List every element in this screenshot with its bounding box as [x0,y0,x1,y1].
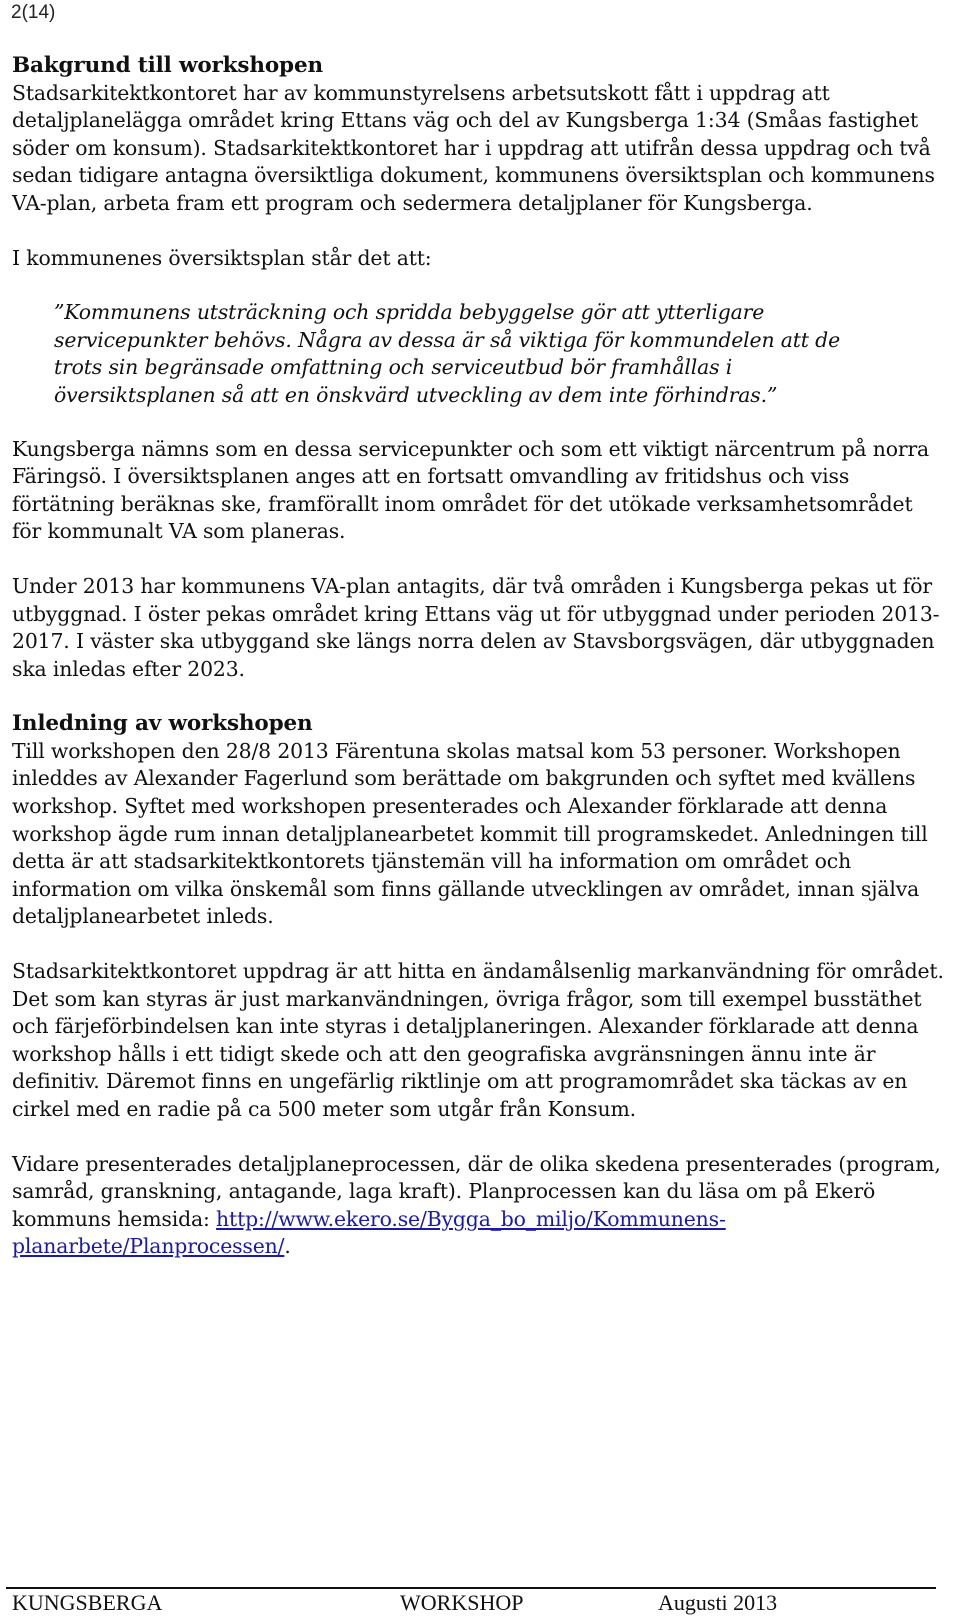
paragraph-introduction-1: Till workshopen den 28/8 2013 Färentuna skolas matsal kom 53 personer. Workshopen inleddes av Alexander Fagerlund som berättade om bakgrunden och syftet med kvällens workshop. Syftet med workshopen presenterades och Alexander förklarade att denna workshop ägde rum innan detaljplanearbetet kommit till programskedet. Anledningen till detta är att stadsarkitektkontorets tjänstemän vill ha information om området och information om vilka önskemål som finns gällande utvecklingen av området, innan själva detaljplanearbetet inleds. [12,738,928,929]
paragraph-introduction-3-end: . [284,1234,291,1259]
section-background [12,52,944,218]
paragraph-background-4: Under 2013 har kommunens VA-plan antagits, där två områden i Kungsberga pekas ut för utbyggnad. I öster pekas området kring Ettans väg ut för utbyggnad under perioden 2013-2017. I väster ska utbyggand ske längs norra delen av Stavsborgsvägen, där utbyggnaden ska inledas efter 2023. [12,573,940,681]
document-body [12,52,944,1288]
quote-oversiktsplan: ”Kommunens utsträckning och spridda bebyggelse gör att ytterligare servicepunkter behövs. Några av dessa är så viktiga för kommundelen att de trots sin begränsade omfattning och serviceutbud bör framhållas i översiktsplanen så att en önskvärd utveckling av dem inte förhindras.” [54,300,841,407]
paragraph-background-3: Kungsberga nämns som en dessa servicepunkter och som ett viktigt närcentrum på norra Färingsö. I översiktsplanen anges att en fortsatt omvandling av fritidshus och viss förtätning beräknas ske, framförallt inom området för det utökade verksamhetsområdet för kommunalt VA som planeras. [12,436,930,544]
heading-introduction: Inledning av workshopen [12,711,313,737]
footer-divider [6,1587,936,1589]
paragraph-background-2: I kommunenes översiktsplan står det att: [12,245,432,270]
paragraph-introduction-3-text: Vidare presenterades detaljplaneprocessen, där de olika skedena presenterades (program, samråd, granskning, antagande, laga kraft). Planprocessen kan du läsa om på Ekerö kommuns hemsida: [12,1151,941,1231]
paragraph-introduction-3 [12,1151,944,1261]
footer-center: WORKSHOP [400,1590,524,1615]
paragraph-background-1: Stadsarkitektkontoret har av kommunstyrelsens arbetsutskott fått i uppdrag att detaljplanelägga området kring Ettans väg och del av Kungsberga 1:34 (Småas fastighet söder om konsum). Stadsarkitektkontoret har i uppdrag att utifrån dessa uppdrag och två sedan tidigare antagna översiktliga dokument, kommunens översiktsplan och kommunens VA-plan, arbeta fram ett program och sedermera detaljplaner för Kungsberga. [12,80,935,215]
footer-left: KUNGSBERGA [12,1590,163,1615]
heading-background: Bakgrund till workshopen [12,53,323,78]
paragraph-introduction-2: Stadsarkitektkontoret uppdrag är att hitta en ändamålsenlig markanvändning för området. Det som kan styras är just markanvändningen, övriga frågor, som till exempel busstäthet och färjeförbindelsen kan inte styras i detaljplaneringen. Alexander förklarade att denna workshop hålls i ett tidigt skede och att den geografiska avgränsningen ännu inte är definitiv. Däremot finns en ungefärlig riktlinje om att programområdet ska täckas av en cirkel med en radie på ca 500 meter som utgår från Konsum. [12,959,944,1121]
section-introduction [12,710,944,931]
planprocessen-link[interactable]: http://www.ekero.se/Bygga_bo_miljo/Kommunens-planarbete/Planprocessen/ [12,1206,726,1259]
footer-right: Augusti 2013 [658,1590,778,1615]
page-number: 2(14) [11,2,56,23]
